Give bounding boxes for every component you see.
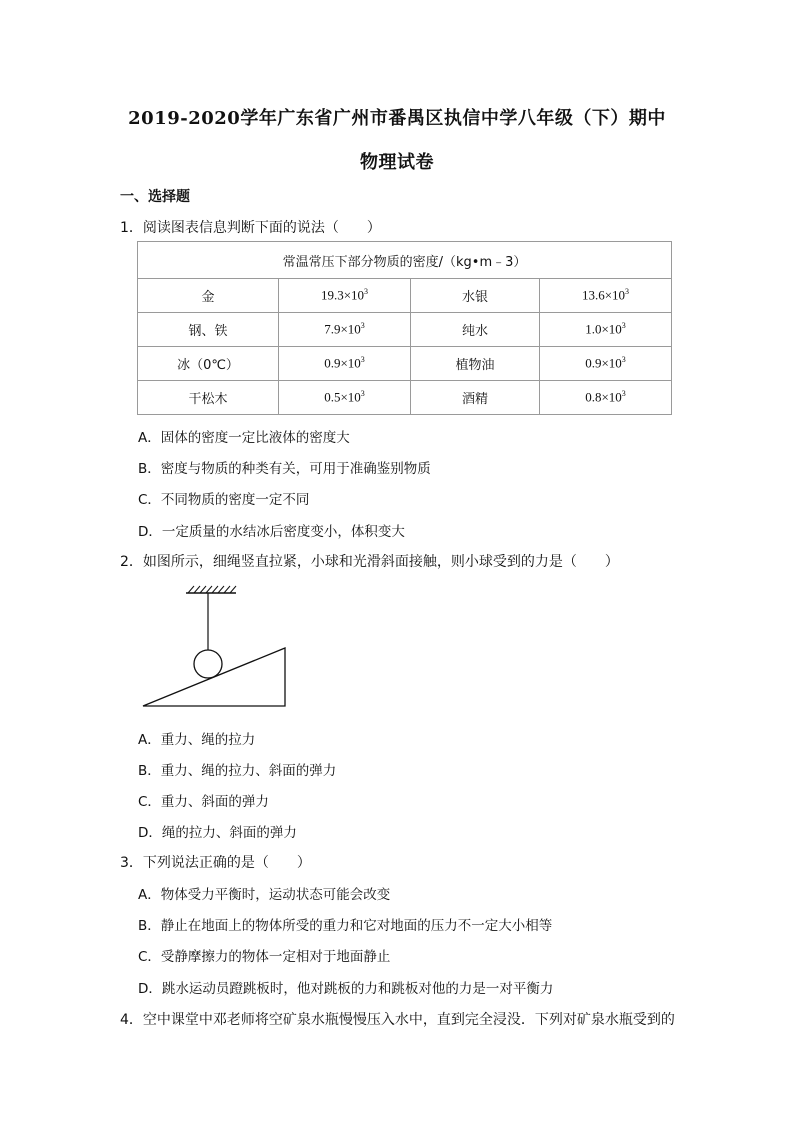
table-cell: 干松木 [138, 381, 279, 415]
paper-title-line2: 物理试卷 [360, 152, 434, 173]
table-row [138, 381, 672, 415]
ball-circle [194, 650, 222, 678]
table-cell: $13.6\times 10^3$ [540, 279, 672, 313]
question-2-option-d: D．绳的拉力、斜面的弹力 [138, 825, 297, 841]
question-3-option-c: C．受静摩擦力的物体一定相对于地面静止 [138, 949, 391, 965]
question-1-option-b: B．密度与物质的种类有关，可用于准确鉴别物质 [138, 461, 431, 477]
question-1-option-a: A．固体的密度一定比液体的密度大 [138, 430, 350, 446]
question-3-option-b: B．静止在地面上的物体所受的重力和它对地面的压力不一定大小相等 [138, 918, 553, 934]
question-1-option-d: D．一定质量的水结冰后密度变小，体积变大 [138, 524, 405, 540]
table-cell: $0.8\times 10^3$ [540, 381, 672, 415]
density-table [137, 241, 672, 415]
table-cell: 纯水 [411, 313, 540, 347]
density-table-header: 常温常压下部分物质的密度/（kg•m﹣3） [138, 242, 672, 279]
table-cell: 钢、铁 [138, 313, 279, 347]
question-2-option-a: A．重力、绳的拉力 [138, 732, 256, 748]
table-cell: $7.9\times 10^3$ [279, 313, 411, 347]
question-3-stem: 3．下列说法正确的是（ ） [120, 855, 311, 871]
incline-ball-figure [140, 584, 292, 710]
paper-title-line1: 2019-2020学年广东省广州市番禺区执信中学八年级（下）期中 [128, 108, 666, 129]
question-2-stem: 2．如图所示，细绳竖直拉紧，小球和光滑斜面接触，则小球受到的力是（ ） [120, 554, 619, 570]
question-1-option-c: C．不同物质的密度一定不同 [138, 492, 310, 508]
question-4-stem: 4．空中课堂中邓老师将空矿泉水瓶慢慢压入水中，直到完全浸没．下列对矿泉水瓶受到的 [120, 1012, 675, 1028]
table-row [138, 347, 672, 381]
table-cell: 酒精 [411, 381, 540, 415]
table-row [138, 279, 672, 313]
question-3-option-d: D．跳水运动员蹬跳板时，他对跳板的力和跳板对他的力是一对平衡力 [138, 981, 554, 997]
table-cell: $0.9\times 10^3$ [540, 347, 672, 381]
table-cell: 金 [138, 279, 279, 313]
question-2-option-c: C．重力、斜面的弹力 [138, 794, 269, 810]
table-cell: $19.3\times 10^3$ [279, 279, 411, 313]
question-1-stem: 1．阅读图表信息判断下面的说法（ ） [120, 220, 381, 236]
table-cell: $1.0\times 10^3$ [540, 313, 672, 347]
ceiling-hatch-icon [186, 586, 236, 593]
question-3-option-a: A．物体受力平衡时，运动状态可能会改变 [138, 887, 391, 903]
table-cell: $0.5\times 10^3$ [279, 381, 411, 415]
table-cell: 冰（0℃） [138, 347, 279, 381]
table-cell: $0.9\times 10^3$ [279, 347, 411, 381]
question-2-option-b: B．重力、绳的拉力、斜面的弹力 [138, 763, 337, 779]
section-heading: 一、选择题 [120, 189, 190, 205]
table-cell: 水银 [411, 279, 540, 313]
table-cell: 植物油 [411, 347, 540, 381]
table-row [138, 313, 672, 347]
